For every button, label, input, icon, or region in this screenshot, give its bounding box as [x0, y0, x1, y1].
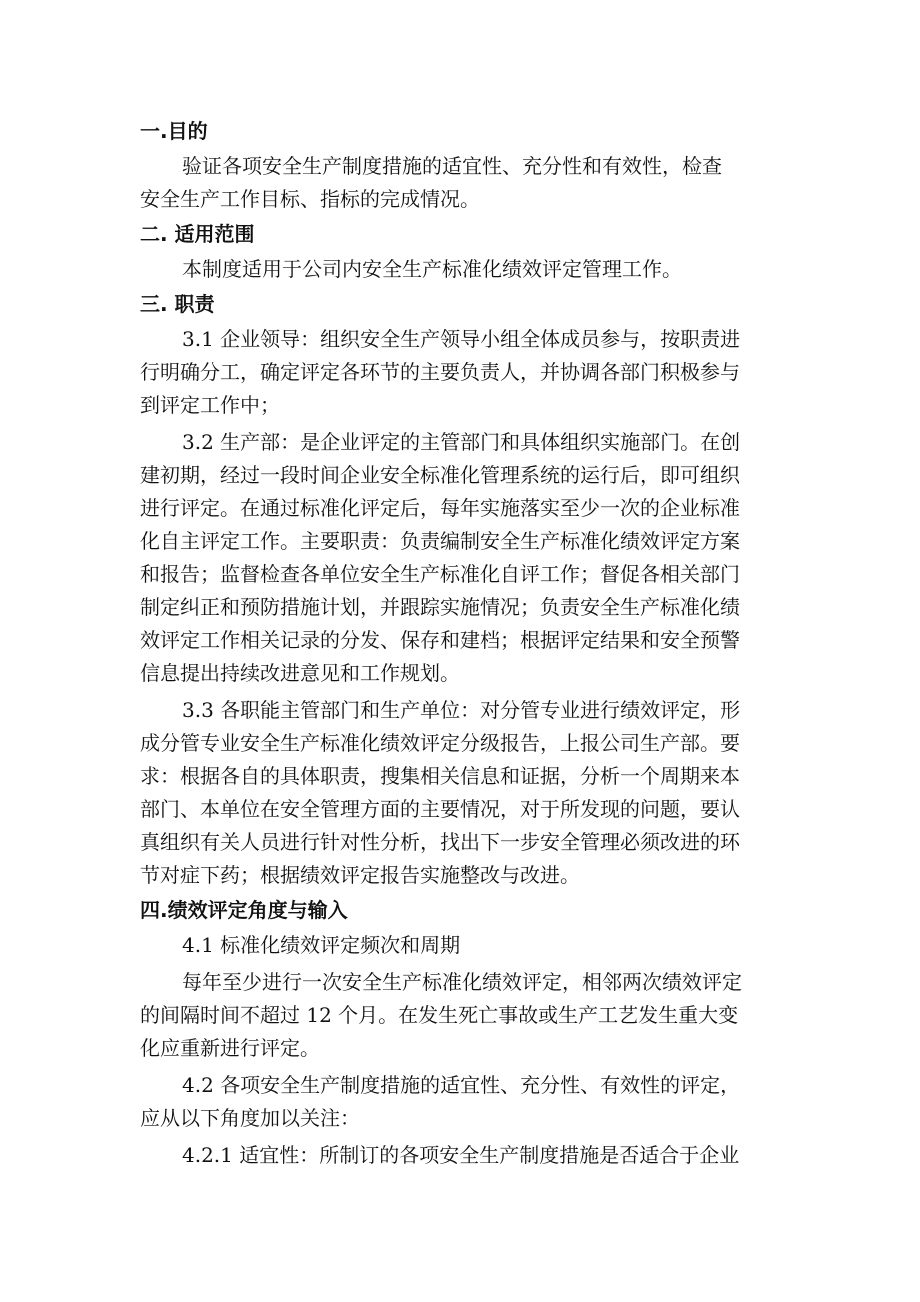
paragraph — [140, 150, 790, 216]
text-line: 到评定工作中； — [140, 393, 280, 417]
text-line: 求：根据各自的具体职责，搜集相关信息和证据，分析一个周期来本 — [140, 764, 740, 788]
section-heading: 二. 适用范围 — [140, 222, 255, 246]
text-line: 真组织有关人员进行针对性分析，找出下一步安全管理必须改进的环 — [140, 830, 740, 854]
text-line: 节对症下药；根据绩效评定报告实施整改与改进。 — [140, 863, 580, 887]
text-line: 安全生产工作目标、指标的完成情况。 — [140, 187, 480, 211]
paragraph — [140, 1139, 790, 1172]
text-line: 和报告；监督检查各单位安全生产标准化自评工作；督促各相关部门 — [140, 562, 740, 586]
paragraph — [140, 1069, 790, 1135]
paragraph — [140, 253, 790, 286]
text-line: 每年至少进行一次安全生产标准化绩效评定，相邻两次绩效评定 — [182, 970, 742, 994]
text-line: 4.2.1 适宜性：所制订的各项安全生产制度措施是否适合于企业 — [182, 1143, 740, 1167]
text-line: 3.2 生产部：是企业评定的主管部门和具体组织实施部门。在创 — [182, 430, 741, 454]
text-line: 成分管专业安全生产标准化绩效评定分级报告，上报公司生产部。要 — [140, 731, 740, 755]
text-line: 行明确分工，确定评定各环节的主要负责人，并协调各部门积极参与 — [140, 360, 740, 384]
paragraph — [140, 929, 790, 962]
text-line: 进行评定。在通过标准化评定后，每年实施落实至少一次的企业标准 — [140, 496, 740, 520]
text-line: 化应重新进行评定。 — [140, 1036, 320, 1060]
text-line: 3.3 各职能主管部门和生产单位：对分管专业进行绩效评定，形 — [182, 698, 741, 722]
text-line: 验证各项安全生产制度措施的适宜性、充分性和有效性，检查 — [182, 154, 722, 178]
paragraph — [140, 694, 790, 892]
paragraph — [140, 426, 790, 690]
section-heading: 三. 职责 — [140, 292, 215, 316]
text-line: 4.2 各项安全生产制度措施的适宜性、充分性、有效性的评定， — [182, 1073, 741, 1097]
text-line: 的间隔时间不超过 12 个月。在发生死亡事故或生产工艺发生重大变 — [140, 1003, 739, 1027]
paragraph — [140, 323, 790, 422]
text-line: 本制度适用于公司内安全生产标准化绩效评定管理工作。 — [182, 257, 682, 281]
text-line: 化自主评定工作。主要职责：负责编制安全生产标准化绩效评定方案 — [140, 529, 740, 553]
section-heading: 一.目的 — [140, 119, 208, 143]
text-line: 应从以下角度加以关注： — [140, 1106, 360, 1130]
text-line: 制定纠正和预防措施计划，并跟踪实施情况；负责安全生产标准化绩 — [140, 595, 740, 619]
text-line: 效评定工作相关记录的分发、保存和建档；根据评定结果和安全预警 — [140, 628, 740, 652]
section-heading: 四.绩效评定角度与输入 — [140, 898, 348, 922]
text-line: 部门、本单位在安全管理方面的主要情况，对于所发现的问题，要认 — [140, 797, 740, 821]
text-line: 建初期，经过一段时间企业安全标准化管理系统的运行后，即可组织 — [140, 463, 740, 487]
text-line: 4.1 标准化绩效评定频次和周期 — [182, 933, 461, 957]
text-line: 3.1 企业领导：组织安全生产领导小组全体成员参与，按职责进 — [182, 327, 741, 351]
document-body — [140, 117, 790, 1176]
paragraph — [140, 966, 790, 1065]
text-line: 信息提出持续改进意见和工作规划。 — [140, 661, 460, 685]
